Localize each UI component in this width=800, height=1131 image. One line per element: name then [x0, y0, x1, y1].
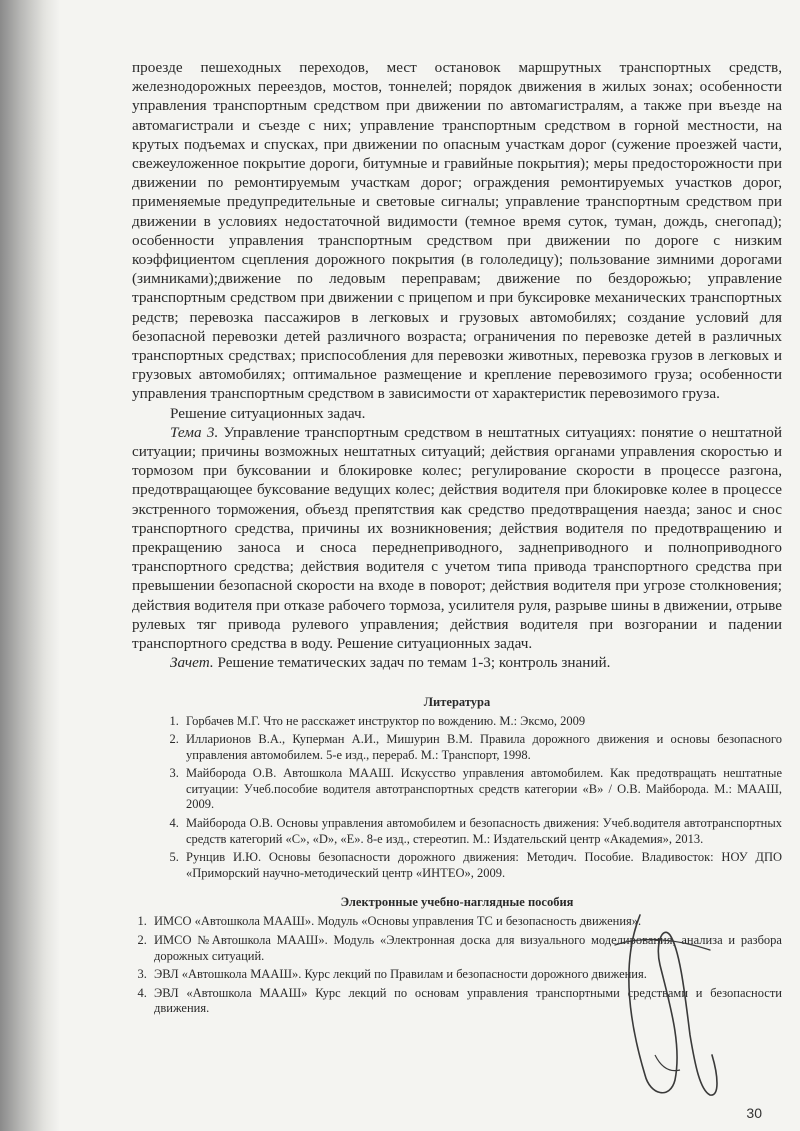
literature-item: 5. Рунцив И.Ю. Основы безопасности дорожного движения: Методич. Пособие. Владивосток: НОУ ДПО «Приморский научно-методический центр «ИНТЕО», 2009. — [182, 850, 782, 881]
literature-item: 2. Илларионов В.А., Куперман А.И., Мишурин В.М. Правила дорожного движения и основы безопасного управления автомобилем. 5-е изд., перераб. М.: Транспорт, 1998. — [182, 732, 782, 763]
electronic-aid-item: 3. ЭВЛ «Автошкола МААШ». Курс лекций по Правилам и безопасности дорожного движения. — [150, 967, 782, 983]
paragraph-topic-3 — [132, 423, 782, 653]
literature-item: 3. Майборода О.В. Автошкола МААШ. Искусство управления автомобилем. Как предотвращать нештатные ситуации: Учеб.пособие водителя автотранспортных средств категории «В» / О.В. Майборода. М.: МААШ, 2009. — [182, 766, 782, 813]
electronic-aid-item: 2. ИМСО №Автошкола МААШ». Модуль «Электронная доска для визуального моделирования, анализа и разбора дорожных ситуаций. — [150, 933, 782, 964]
literature-item: 4. Майборода О.В. Основы управления автомобилем и безопасность движения: Учеб.водителя автотранспортных средств категорий «С», «D», «Е». 8-е изд., стереотип. М.: Издательский центр «Академия», 2013. — [182, 816, 782, 847]
paragraph-situational-tasks: Решение ситуационных задач. — [170, 404, 366, 422]
paragraph-credit — [132, 653, 782, 672]
main-text — [132, 58, 782, 673]
paragraph-topic-2-continuation: проезде пешеходных переходов, мест остановок маршрутных транспортных средств, железнодорожных переездов, мостов, тоннелей; порядок движения в жилых зонах; особенности управления транспортным средством при движении по автомагистралям, а также при въезде на автомагистрали и съезде с них; управление транспортным средством в горной местности, на крутых подъемах и спусках, при движении по опасным участкам дорог (сужение проезжей части, свежеуложенное покрытие дороги, битумные и гравийные покрытия); меры предосторожности при движении по ремонтируемым участкам дорог; ограждения ремонтируемых участков дорог, применяемые предупредительные и световые сигналы; управление транспортным средством при движении в условиях недостаточной видимости (темное время суток, туман, дождь, снегопад); особенности управления транспортным средством при движении по дороге с низким коэффициентом сцепления дорожного покрытия (в гололедицу); пользование зимними дорогами (зимниками);движение по ледовым переправам; движение по бездорожью; управление транспортным средством при движении с прицепом и при буксировке механических транспортных редств; перевозка пассажиров в легковых и грузовых автомобилях; создание условий для безопасной перевозки детей различного возраста; ограничения по перевозке детей в различных транспортных средствах; приспособления для перевозки животных, перевозка грузов в легковых и грузовых автомобилях; оптимальное размещение и крепление перевозимого груза; особенности управления транспортным средством в зависимости от характеристик перевозимого груза. — [132, 59, 782, 403]
literature-item: 1. Горбачев М.Г. Что не расскажет инструктор по вождению. М.: Эксмо, 2009 — [182, 714, 782, 730]
electronic-aid-item: 1. ИМСО «Автошкола МААШ». Модуль «Основы управления ТС и безопасность движения». — [150, 914, 782, 930]
topic-3-text: Управление транспортным средством в нештатных ситуациях: понятие о нештатной ситуации; причины возможных нештатных ситуаций; действия органами управления скоростью и тормозом при буксовании и блокировке колес; регулирование скорости в процессе разгона, предотвращающее буксование ведущих колес; действия водителя при блокировке колее в процессе экстренного торможения, объезд препятствия как средство предотвращения наезда; занос и снос транспортного средства, причины их возникновения; действия водителя по предотвращению и прекращению заноса и сноса переднеприводного, заднеприводного и полноприводного транспортного средства; действия водителя с учетом типа привода транспортного средства при превышении безопасной скорости на входе в поворот; действия водителя при угрозе столкновения; действия водителя при отказе рабочего тормоза, усилителя руля, разрыве шины в движении, отрыве рулевых тяг привода рулевого управления; действия водителя при возгорании и падении транспортного средства в воду. Решение ситуационных задач. — [132, 423, 782, 653]
page-number: 30 — [746, 1105, 762, 1121]
scan-page-edge-shadow — [0, 0, 60, 1131]
electronic-aid-item: 4. ЭВЛ «Автошкола МААШ» Курс лекций по основам управления транспортными средствами и безопасности движения. — [150, 986, 782, 1017]
handwritten-signature — [600, 905, 730, 1105]
topic-3-label: Тема 3. — [170, 423, 219, 441]
credit-text: Решение тематических задач по темам 1-3; контроль знаний. — [213, 654, 611, 672]
credit-label: Зачет. — [170, 654, 214, 672]
electronic-aids-heading: Электронные учебно-наглядные пособия — [340, 895, 574, 910]
literature-list — [132, 714, 782, 882]
literature-heading: Литература — [423, 694, 491, 709]
document-page — [132, 58, 782, 1020]
